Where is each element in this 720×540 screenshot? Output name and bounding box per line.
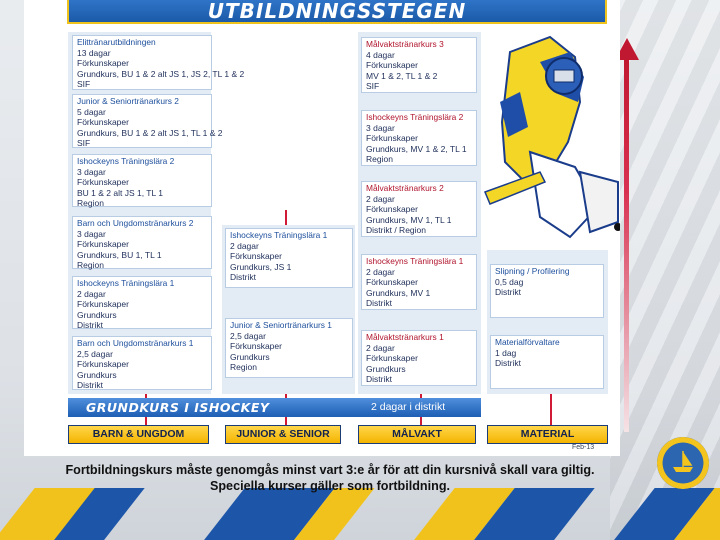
- course-js1: Junior & Seniortränarkurs 1 2,5 dagar Förkunskaper Grundkurs Region: [225, 318, 353, 378]
- course-slipning: Slipning / Profilering 0,5 dag Distrikt: [490, 264, 604, 318]
- grundkurs-title: GRUNDKURS I ISHOCKEY: [86, 400, 270, 415]
- course-tl2-barn: Ishockeyns Träningslära 2 3 dagar Förkunskaper BU 1 & 2 alt JS 1, TL 1 Region: [72, 154, 212, 207]
- footer-barn-ungdom: BARN & UNGDOM: [68, 425, 209, 444]
- course-tl1-barn: Ishockeyns Träningslära 1 2 dagar Förkunskaper Grundkurs Distrikt: [72, 276, 212, 329]
- course-tl2-malvakt: Ishockeyns Träningslära 2 3 dagar Förkunskaper Grundkurs, MV 1 & 2, TL 1 Region: [361, 110, 477, 166]
- course-elittranar: Elittränarutbildningen 13 dagar Förkunskaper Grundkurs, BU 1 & 2 alt JS 1, JS 2, TL 1 & 2 SIF: [72, 35, 212, 90]
- page-title: UTBILDNINGSSTEGEN: [207, 0, 467, 23]
- title-banner: [67, 0, 607, 24]
- footer-junior-senior: JUNIOR & SENIOR: [225, 425, 341, 444]
- course-tl1-malvakt: Ishockeyns Träningslära 1 2 dagar Förkunskaper Grundkurs, MV 1 Distrikt: [361, 254, 477, 310]
- decorative-stripes: [0, 488, 720, 540]
- grundkurs-subtitle: 2 dagar i distrikt: [371, 401, 446, 413]
- course-mv2: Målvaktstränarkurs 2 2 dagar Förkunskaper Grundkurs, MV 1, TL 1 Distrikt / Region: [361, 181, 477, 237]
- grundkurs-bar: [68, 398, 481, 417]
- course-js2: Junior & Seniortränarkurs 2 5 dagar Förkunskaper Grundkurs, BU 1 & 2 alt JS 1, TL 1 & 2 SIF: [72, 94, 212, 148]
- footer-malvakt: MÅLVAKT: [358, 425, 476, 444]
- footer-material: MATERIAL: [487, 425, 608, 444]
- course-bu1: Barn och Ungdomstränarkurs 1 2,5 dagar Förkunskaper Grundkurs Distrikt: [72, 336, 212, 390]
- club-logo: [657, 437, 709, 489]
- page-number: Feb-13: [572, 444, 595, 451]
- course-bu2: Barn och Ungdomstränarkurs 2 3 dagar Förkunskaper Grundkurs, BU 1, TL 1 Region: [72, 216, 212, 269]
- caption-text: Fortbildningskurs måste genomgås minst vart 3:e år för att din kursnivå skall vara giltig. Speciella kurser gäller som fortbildning.: [65, 463, 595, 493]
- goalkeeper-illustration: [480, 32, 620, 247]
- course-materialforvaltare: Materialförvaltare 1 dag Distrikt: [490, 335, 604, 389]
- course-tl1-junior: Ishockeyns Träningslära 1 2 dagar Förkunskaper Grundkurs, JS 1 Distrikt: [225, 228, 353, 288]
- course-mv3: Målvaktstränarkurs 3 4 dagar Förkunskaper MV 1 & 2, TL 1 & 2 SIF: [361, 37, 477, 93]
- course-mv1: Målvaktstränarkurs 1 2 dagar Förkunskaper Grundkurs Distrikt: [361, 330, 477, 386]
